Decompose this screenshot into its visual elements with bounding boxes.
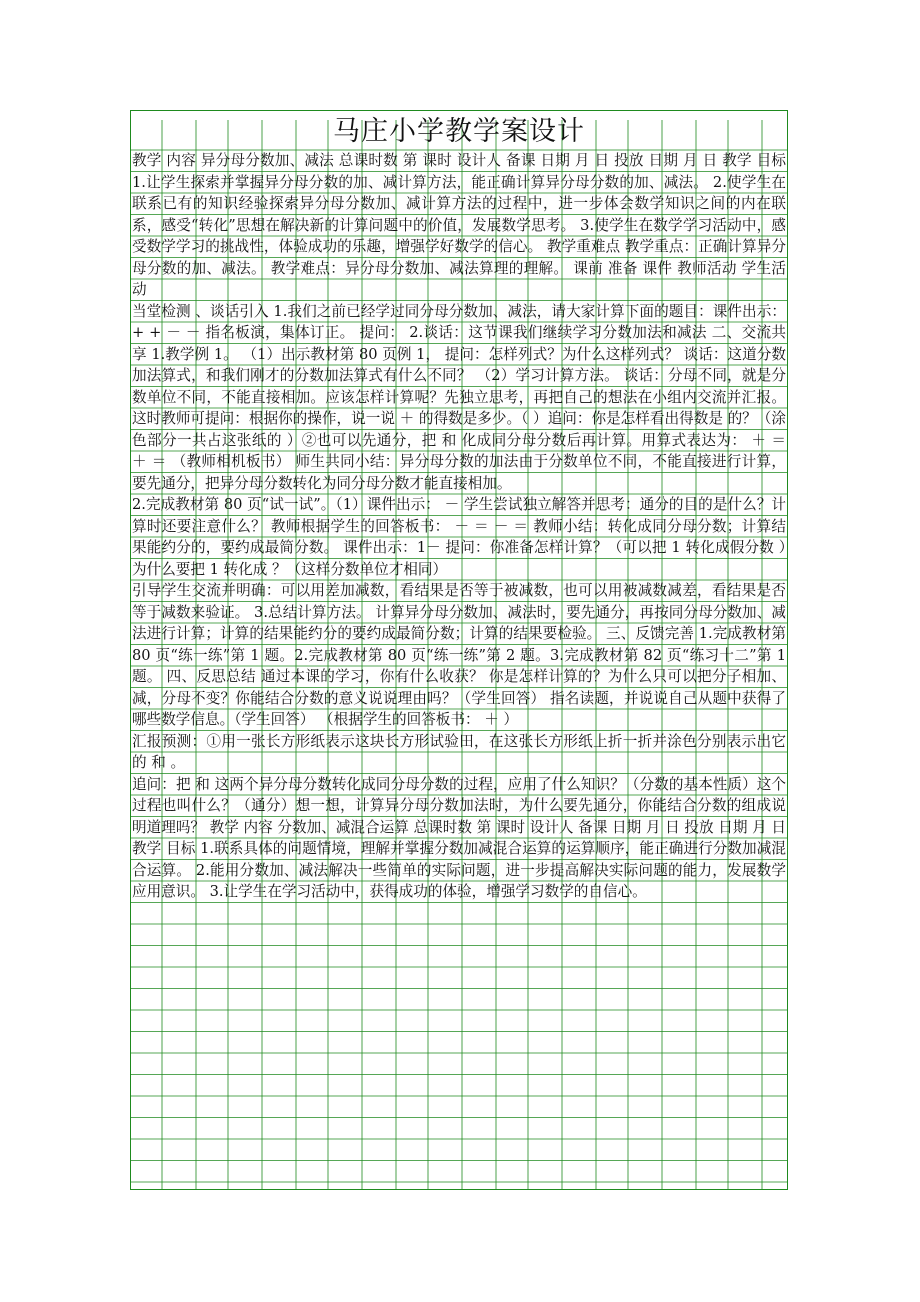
verification-paragraph: 引导学生交流并明确：可以用差加减数，看结果是否等于被减数，也可以用被减数减差，看结果是否等于减数来验证。 3.总结计算方法。 计算异分母分数加、减法时，要先通分，再按同分母分数加、减法进行计算；计算的结果能约分的要约成最简分数；计算的结果要检验。 三、反馈完善 1.完成教材第 80 页“练一练”第 1 题。2.完成教材第 80 页“练一练”第 2 题。3.完成教材第 82 页“练习十二”第 1 题。 四、反思总结 通过本课的学习，你有什么收获？ 你是怎样计算的？为什么只可以把分子相加、减，分母不变？你能结合分数的意义说说理由吗？（学生回答） 指名读题，并说说自己从题中获得了哪些数学信息。（学生回答） （根据学生的回答板书： ＋ ） [132, 582, 786, 728]
lesson2-info-paragraph: 追问：把 和 这两个异分母分数转化成同分母分数的过程，应用了什么知识？（分数的基本性质）这个过程也叫什么？（通分）想一想，计算异分母分数加法时，为什么要先通分，你能结合分数的组成说明道理吗？ 教学 内容 分数加、减混合运算 总课时数 第 课时 设计人 备课 日期 月 日 投放 日期 月 日 教学 目标 1.联系具体的问题情境，理解并掌握分数加减混合运算的运算顺序，能正确进行分数加减混合运算。 2.能用分数加、减法解决一些简单的实际问题，进一步提高解决实际问题的能力，发展数学应用意识。 3.让学生在学习活动中，获得成功的体验，增强学习数学的自信心。 [132, 775, 786, 900]
try-it-paragraph: 2.完成教材第 80 页“试一试”。（1）课件出示： － 学生尝试独立解答并思考：通分的目的是什么？计算时还要注意什么？ 教师根据学生的回答板书： － ＝ － ＝ 教师小结：转化成同分母分数；计算结果能约分的，要约成最简分数。 课件出示：1－ 提问：你准备怎样计算？（可以把 1 转化成假分数 ）为什么要把 1 转化成 ？（这样分数单位才相同） [132, 496, 786, 578]
lesson1-info-paragraph: 教学 内容 异分母分数加、减法 总课时数 第 课时 设计人 备课 日期 月 日 投放 日期 月 日 教学 目标 1.让学生探索并掌握异分母分数的加、减计算方法，能正确计算异分母分数的加、减法。 2.使学生在联系已有的知识经验探索异分母分数加、减计算方法的过程中，进一步体会数学知识之间的内在联系，感受“转化”思想在解决新的计算问题中的价值，发展数学思考。 3.使学生在数学学习活动中，感受数学学习的挑战性，体验成功的乐趣，增强学好数学的信心。 教学重难点 教学重点：正确计算异分母分数的加、减法。 教学难点：异分母分数加、减法算理的理解。 课前 准备 课件 教师活动 学生活动 [132, 152, 786, 298]
report-prediction-paragraph: 汇报预测：①用一张长方形纸表示这块长方形试验田，在这张长方形纸上折一折并涂色分别表示出它的 和 。 [132, 732, 786, 771]
document-title: 马庄小学教学案设计 [333, 116, 585, 147]
document-body [132, 150, 786, 903]
lesson1-activity-paragraph: 当堂检测 、谈话引入 1.我们之前已经学过同分母分数加、减法，请大家计算下面的题目：课件出示： + + － － 指名板演，集体订正。 提问： 2.谈话：这节课我们继续学习分数加法和减法 二、交流共享 1.教学例 1。 （1）出示教材第 80 页例 1， 提问：怎样列式？为什么这样列式？ 谈话：这道分数加法算式，和我们刚才的分数加法算式有什么不同？ （2）学习计算方法。 谈话：分母不同，就是分数单位不同，不能直接相加。应该怎样计算呢？先独立思考，再把自己的想法在小组内交流并汇报。 这时教师可提问：根据你的操作，说一说 ＋ 的得数是多少。（ ）追问：你是怎样看出得数是 的？（涂色部分一共占这张纸的 ）②也可以先通分，把 和 化成同分母分数后再计算。用算式表达为： ＋ ＝ ＋ ＝ （教师相机板书） 师生共同小结：异分母分数的加法由于分数单位不同，不能直接进行计算，要先通分，把异分母分数转化为同分母分数才能直接相加。 [132, 302, 786, 492]
